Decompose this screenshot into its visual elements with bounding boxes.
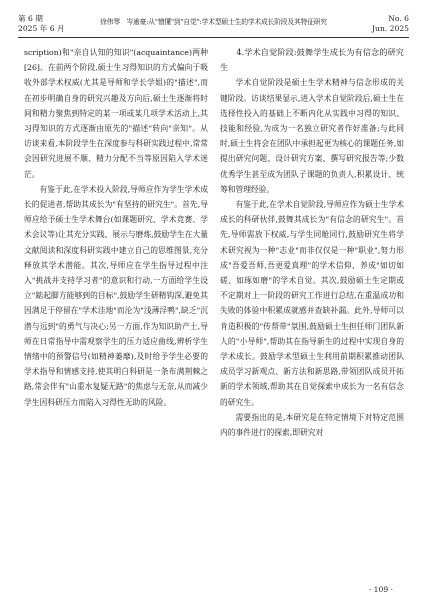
body-paragraph: 有鉴于此,在学术自觉阶段,导师应作为硕士生学术成长的科研伙伴,鼓舞其成长为"有信念的研究生"。首先,导师需放下权威,与学生同舱同行,鼓励研究生将学术研究视为一种"志业"而非仅仅是一种"职业",努力形成"吾爱吾师,吾更爱真理"的学术信仰、养成"如切如磋、如琢如磨"的学术自觉。其次,鼓励硕士生定期或不定期对上一阶段的研究工作进行总结,在重温成功和失败的体验中积累成就感并查缺补漏。此外,导师可以肯造积极的"传帮带"氛围,鼓励硕士生担任师门团队新人的"小导师",帮助其在指导新生的过程中实现自身的学术成长。鼓励学术型硕士生利用前期积累推动团队成员学习新观点、新方法和新思路,带领团队成员开拓新的学术领域,帮助其在自觉探索中成长为一名有信念的研究生。 [220, 200, 404, 407]
page-number: · 109 · [368, 585, 393, 594]
issue-number: 第 6 期 [18, 14, 43, 23]
running-header [18, 14, 409, 36]
issue-info-english [372, 14, 409, 34]
body-paragraph: 学术自觉阶段是硕士生学术精神与信念形成的关键阶段。访谈结果显示,进入学术自觉阶段后,硕士生在选择性投入的基础上不断内化从实践中习得的知识、技能和经验,为成为一名独立研究者作好准备;与此同时,硕士生将会在团队中承担起更为核心的课题任务,如提出研究问题、设计研究方案、撰写研究报告等;少数优秀学生甚至成为团队子课题的负责人,积累设计、统筹和管理经验。 [220, 78, 404, 194]
left-column [24, 45, 208, 410]
right-column [220, 45, 404, 440]
body-paragraph: 需要指出的是,本研究是在特定情境下对特定范围内的事件进行的探索,即研究对 [220, 412, 404, 438]
issue-date-english: Jun. 2025 [372, 24, 409, 33]
issue-date: 2025 年 6 月 [18, 24, 65, 33]
running-title: 徐伟琴 岑逾豪:从"憎懂"到"自觉":学术型硕士生的学术成长阶段及其特征研究 [100, 18, 327, 26]
header-divider [18, 37, 409, 38]
issue-number-english: No. 6 [388, 14, 409, 23]
section-heading: 4.学术自觉阶段:鼓舞学生成长为有信念的研究生 [220, 47, 404, 73]
body-paragraph-continued: scription)和"亲自认知的知识"(acquaintance)两种[26]。在前两个阶段,硕士生习得知识的方式偏向于吸收外部学术权威(尤其是导师和学长学姐)的"描述",而在初步明确自身的研究兴趣及方向后,硕士生逐渐将时间和精力聚焦到特定的某一项或某几项学术活动上,其习得知识的方式逐渐由原先的"描述"转向"亲知"。从访谈来看,本阶段学生在深度参与科研实践过程中,常常会因研究进展不顺、精力分配不当等原因陷入学术迷茫。 [24, 48, 208, 179]
body-paragraph: 有鉴于此,在学术投入阶段,导师应作为学生学术成长的促进者,帮助其成长为"有坚持的研究生"。首先,导师应给予硕士生学术舞台(如课题研究、学术竞赛、学术会议等)让其充分实践、展示与磨炼,鼓励学生在大量文献阅读和深度科研实践中建立自己的思维图景,充分释放其学术潜能。其次,导师应在学生指导过程中注入"挑战并支持学习者"的意识和行动,一方面给学生设立"踮起脚方能够到的目标",鼓励学生研精钩深,避免其因满足于停留在"学术洼地"而沦为"浅薄浮鸭",缺乏"沉潜与远到"的勇气与决心;另一方面,作为知识助产士,导师在日常指导中需观察学生的压力适应曲线,辨析学生情绪中的预警信号(如精神萎靡),及时给予学生必要的学术指导和情感支持,使其明白科研是一条布满荆棘之路,常会伴有"山重水复疑无路"的焦虑与无奈,从而减少学生因科研压力而陷入习得性无助的风险。 [24, 184, 208, 407]
